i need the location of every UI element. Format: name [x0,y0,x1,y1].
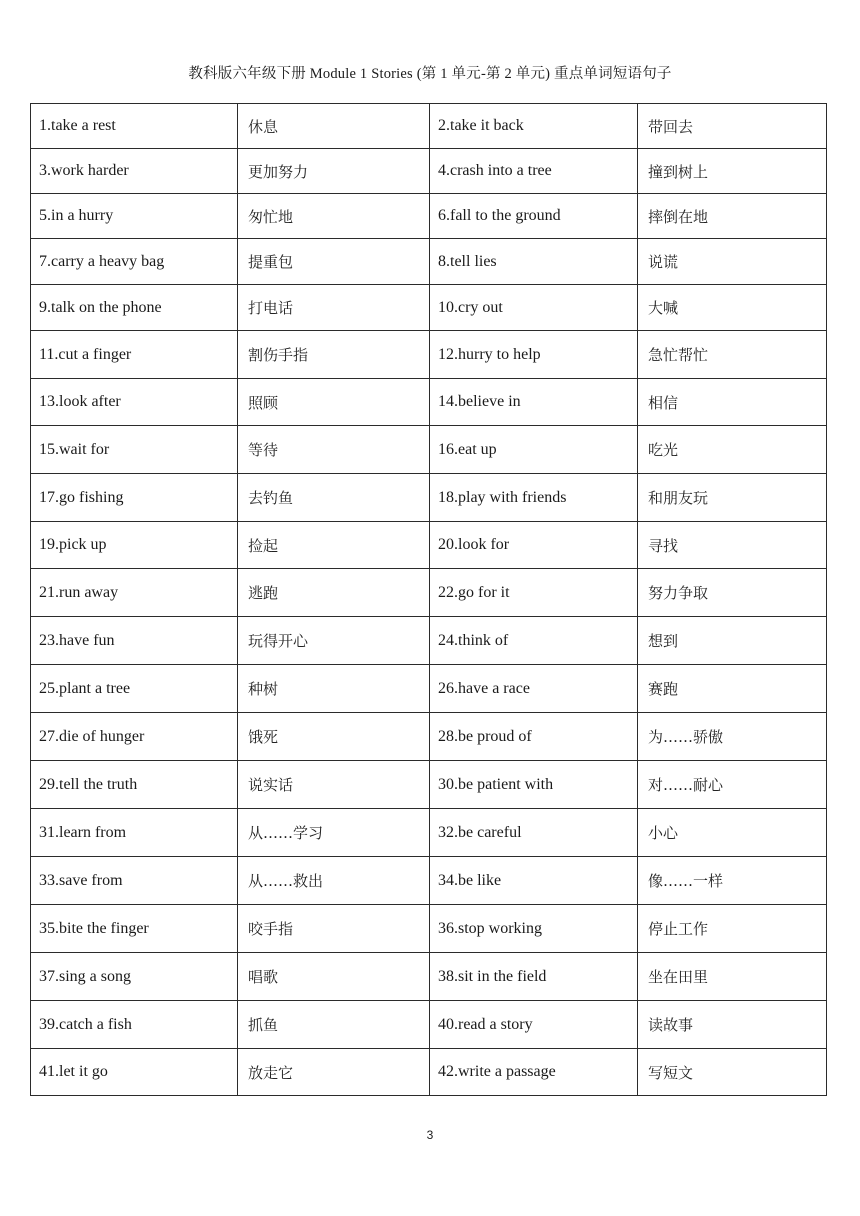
english-phrase: 36.stop working [430,905,638,953]
chinese-meaning: 大喊 [638,285,827,331]
vocabulary-table [30,103,827,1096]
english-phrase: 15.wait for [31,426,238,474]
table-row [31,857,827,905]
table-row [31,285,827,331]
table-row [31,104,827,149]
english-phrase: 39.catch a fish [31,1001,238,1049]
table-row [31,713,827,761]
english-phrase: 27.die of hunger [31,713,238,761]
chinese-meaning: 玩得开心 [238,617,430,665]
chinese-meaning: 割伤手指 [238,331,430,379]
chinese-meaning: 努力争取 [638,569,827,617]
table-row [31,569,827,617]
chinese-meaning: 对……耐心 [638,761,827,809]
table-row [31,194,827,239]
english-phrase: 2.take it back [430,104,638,149]
english-phrase: 18.play with friends [430,474,638,522]
chinese-meaning: 像……一样 [638,857,827,905]
chinese-meaning: 提重包 [238,239,430,285]
english-phrase: 13.look after [31,379,238,426]
table-row [31,905,827,953]
chinese-meaning: 吃光 [638,426,827,474]
chinese-meaning: 带回去 [638,104,827,149]
english-phrase: 3.work harder [31,149,238,194]
chinese-meaning: 抓鱼 [238,1001,430,1049]
chinese-meaning: 写短文 [638,1049,827,1096]
chinese-meaning: 为……骄傲 [638,713,827,761]
english-phrase: 31.learn from [31,809,238,857]
chinese-meaning: 想到 [638,617,827,665]
english-phrase: 34.be like [430,857,638,905]
table-row [31,809,827,857]
english-phrase: 37.sing a song [31,953,238,1001]
chinese-meaning: 唱歌 [238,953,430,1001]
english-phrase: 9.talk on the phone [31,285,238,331]
table-row [31,426,827,474]
english-phrase: 33.save from [31,857,238,905]
page-title: 教科版六年级下册 Module 1 Stories (第 1 单元-第 2 单元) 重点单词短语句子 [188,66,672,82]
english-phrase: 32.be careful [430,809,638,857]
chinese-meaning: 说谎 [638,239,827,285]
table-row [31,1001,827,1049]
table-row [31,474,827,522]
chinese-meaning: 咬手指 [238,905,430,953]
chinese-meaning: 休息 [238,104,430,149]
table-row [31,522,827,569]
chinese-meaning: 寻找 [638,522,827,569]
chinese-meaning: 捡起 [238,522,430,569]
table-row [31,331,827,379]
english-phrase: 41.let it go [31,1049,238,1096]
chinese-meaning: 饿死 [238,713,430,761]
english-phrase: 35.bite the finger [31,905,238,953]
english-phrase: 11.cut a finger [31,331,238,379]
chinese-meaning: 坐在田里 [638,953,827,1001]
chinese-meaning: 种树 [238,665,430,713]
english-phrase: 38.sit in the field [430,953,638,1001]
english-phrase: 7.carry a heavy bag [31,239,238,285]
english-phrase: 14.believe in [430,379,638,426]
english-phrase: 21.run away [31,569,238,617]
page-number: 3 [426,1128,434,1142]
english-phrase: 10.cry out [430,285,638,331]
chinese-meaning: 从……救出 [238,857,430,905]
english-phrase: 22.go for it [430,569,638,617]
english-phrase: 8.tell lies [430,239,638,285]
english-phrase: 19.pick up [31,522,238,569]
chinese-meaning: 从……学习 [238,809,430,857]
table-row [31,953,827,1001]
english-phrase: 40.read a story [430,1001,638,1049]
english-phrase: 25.plant a tree [31,665,238,713]
chinese-meaning: 去钓鱼 [238,474,430,522]
chinese-meaning: 急忙帮忙 [638,331,827,379]
table-row [31,239,827,285]
table-row [31,149,827,194]
chinese-meaning: 小心 [638,809,827,857]
english-phrase: 42.write a passage [430,1049,638,1096]
table-row [31,617,827,665]
chinese-meaning: 放走它 [238,1049,430,1096]
chinese-meaning: 等待 [238,426,430,474]
chinese-meaning: 打电话 [238,285,430,331]
table-row [31,379,827,426]
chinese-meaning: 摔倒在地 [638,194,827,239]
english-phrase: 5.in a hurry [31,194,238,239]
english-phrase: 1.take a rest [31,104,238,149]
table-row [31,1049,827,1096]
english-phrase: 30.be patient with [430,761,638,809]
table-row [31,761,827,809]
table-row [31,665,827,713]
english-phrase: 12.hurry to help [430,331,638,379]
english-phrase: 26.have a race [430,665,638,713]
chinese-meaning: 撞到树上 [638,149,827,194]
chinese-meaning: 匆忙地 [238,194,430,239]
english-phrase: 4.crash into a tree [430,149,638,194]
chinese-meaning: 停止工作 [638,905,827,953]
english-phrase: 28.be proud of [430,713,638,761]
chinese-meaning: 说实话 [238,761,430,809]
chinese-meaning: 逃跑 [238,569,430,617]
english-phrase: 29.tell the truth [31,761,238,809]
chinese-meaning: 和朋友玩 [638,474,827,522]
english-phrase: 6.fall to the ground [430,194,638,239]
chinese-meaning: 赛跑 [638,665,827,713]
vocabulary-table-body [31,104,827,1096]
chinese-meaning: 更加努力 [238,149,430,194]
chinese-meaning: 照顾 [238,379,430,426]
chinese-meaning: 相信 [638,379,827,426]
english-phrase: 20.look for [430,522,638,569]
english-phrase: 23.have fun [31,617,238,665]
english-phrase: 17.go fishing [31,474,238,522]
chinese-meaning: 读故事 [638,1001,827,1049]
english-phrase: 16.eat up [430,426,638,474]
english-phrase: 24.think of [430,617,638,665]
